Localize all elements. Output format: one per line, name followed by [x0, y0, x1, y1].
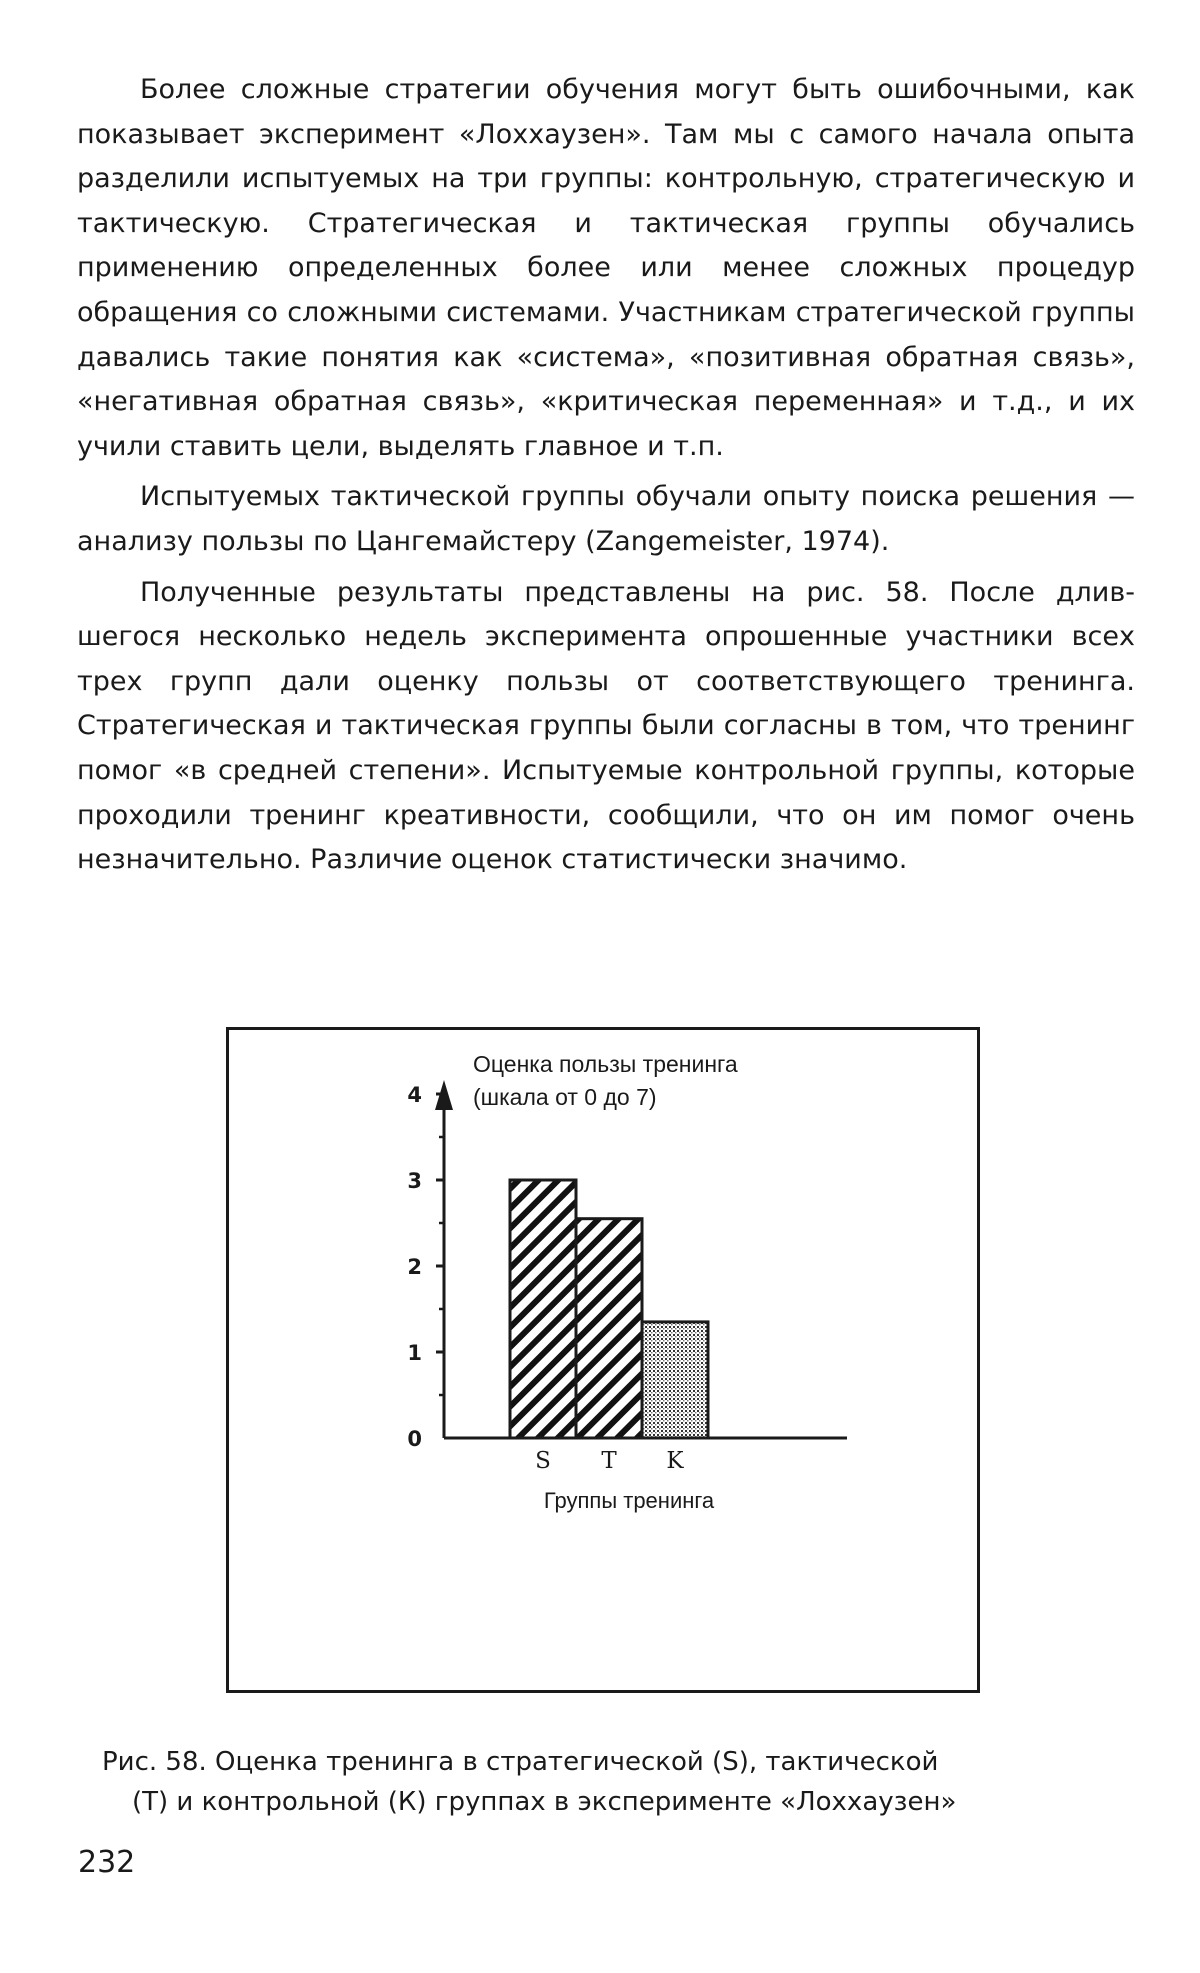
x-tick-labels [535, 1448, 684, 1474]
figure-58 [226, 1027, 980, 1693]
x-tick-label-s: S [535, 1448, 551, 1474]
figure-caption [96, 1742, 1136, 1822]
chart-subtitle: (шкала от 0 до 7) [473, 1084, 657, 1110]
y-tick-label: 4 [407, 1083, 422, 1107]
bar-t [576, 1219, 642, 1438]
y-tick-label: 3 [407, 1169, 422, 1193]
x-axis-label: Группы тренинга [543, 1488, 715, 1513]
bars [510, 1180, 708, 1438]
bar-k [642, 1322, 708, 1438]
paragraph-3: Полученные результаты представлены на рис. 58. После длившегося несколько недель эксперимента опрошенные участники всех трех групп дали оценку пользы от соответствующего тренинга. Стратегическая и тактическая группы были согласны в том, что тренинг помог «в средней степени». Испытуемые контрольной группы, которые проходили тренинг креативности, сообщили, что он им помог очень незначительно. Различие оценок статистически значимо. [77, 576, 1135, 876]
y-tick-label: 0 [407, 1427, 422, 1451]
x-tick-label-t: T [601, 1448, 617, 1474]
paragraph-2: Испытуемых тактической группы обучали опыту поиска решения — анализу пользы по Цангемайстеру (Zangemeister, 1974). [77, 481, 1135, 557]
caption-line-1: Рис. 58. Оценка тренинга в стратегической (S), тактической [102, 1747, 939, 1777]
y-tick-label: 1 [407, 1341, 422, 1365]
bar-s [510, 1180, 576, 1438]
caption-line-2: (Т) и контрольной (К) группах в эксперименте «Лоххаузен» [132, 1787, 957, 1817]
body-text [77, 68, 1135, 889]
bar-chart [229, 1030, 977, 1690]
paragraph-1: Более сложные стратегии обучения могут быть ошибочными, как показывает эксперимент «Лоххаузен». Там мы с самого начала опыта разделили испытуемых на три группы: контрольную, стратегическую и тактическую. Стратегическая и тактическая группы обучались применению определенных более или менее сложных процедур обращения со сложными системами. Участникам стратегической группы давались такие понятия как «система», «позитивная обратная связь», «негативная обратная связь», «критическая переменная» и т.д., и их учили ставить цели, выделять главное и т.п. [77, 74, 1135, 462]
y-ticks [407, 1083, 444, 1451]
chart-title: Оценка пользы тренинга [473, 1051, 738, 1077]
y-tick-label: 2 [407, 1255, 422, 1279]
page-number: 232 [78, 1845, 136, 1880]
x-tick-label-k: K [666, 1448, 684, 1474]
